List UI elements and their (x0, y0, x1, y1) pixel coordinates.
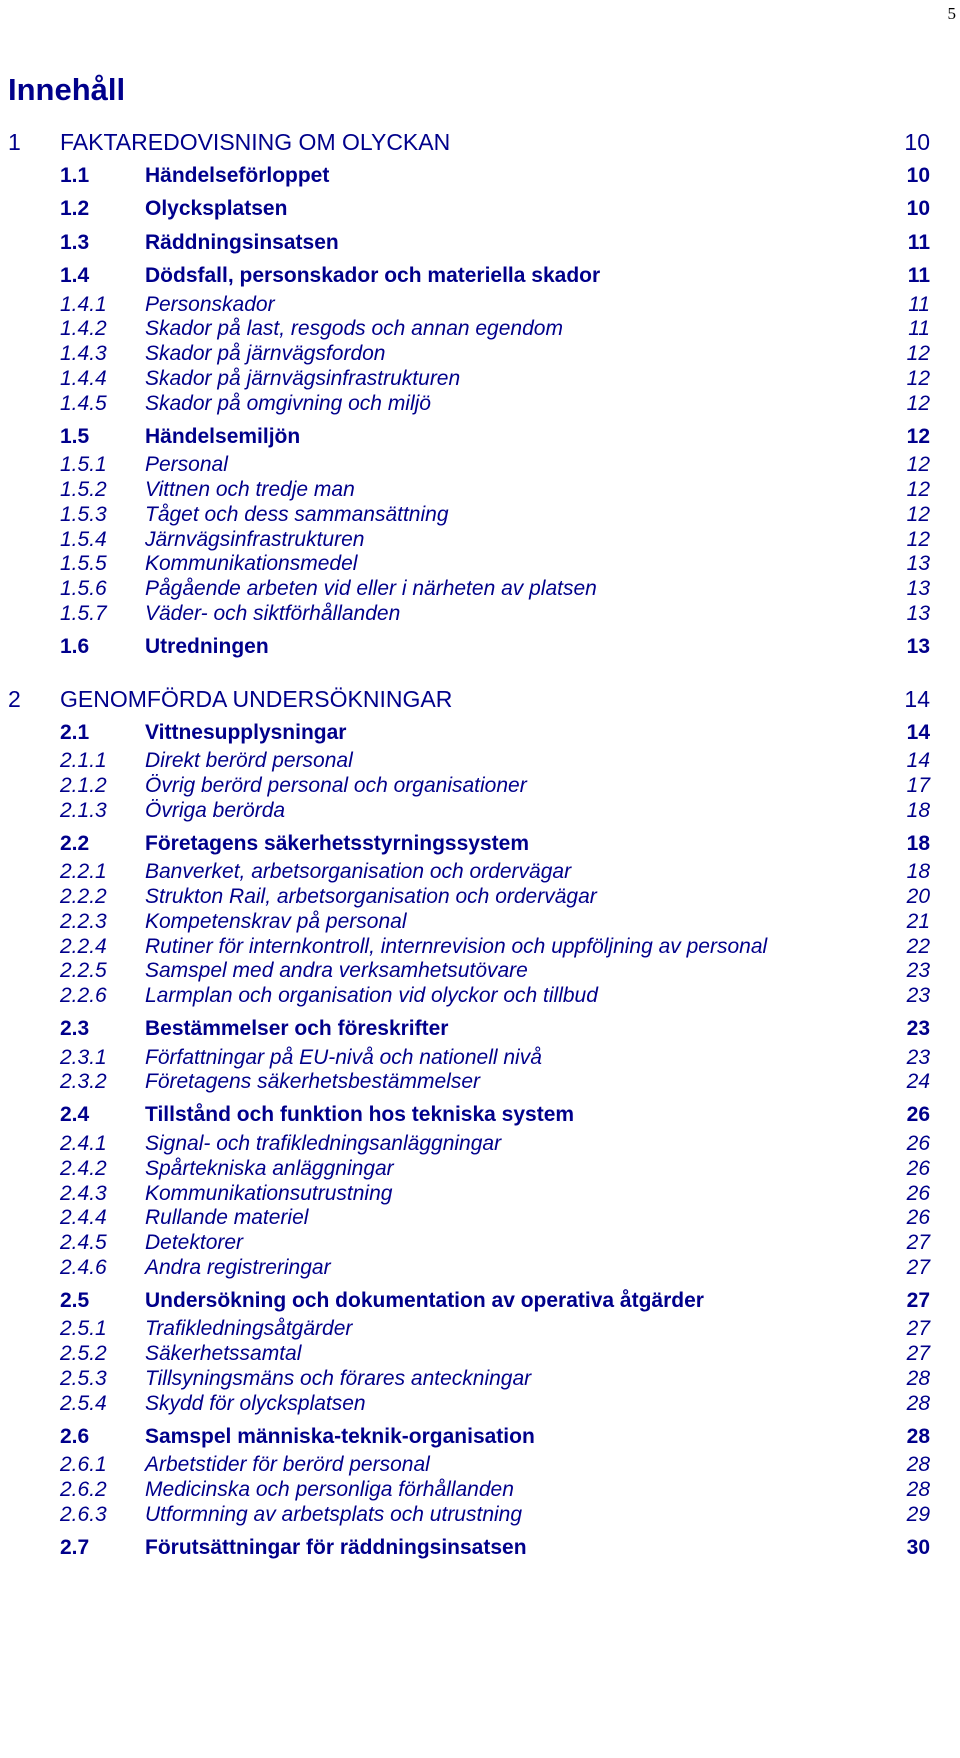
toc-entry-label: Övriga berörda (145, 798, 286, 822)
toc-entry[interactable] (0, 883, 960, 911)
toc-entry-number: 1.4.1 (60, 292, 107, 316)
toc-entry[interactable] (0, 1155, 960, 1183)
toc-entry-page: 28 (906, 1453, 930, 1477)
toc-entry-number: 2.3 (60, 1017, 90, 1041)
toc-entry[interactable] (0, 933, 960, 961)
toc-entry[interactable] (0, 600, 960, 628)
toc-entry-label: Skydd för olycksplatsen (145, 1391, 366, 1415)
toc-entry-label: Undersökning och dokumentation av operativa åtgärder (145, 1288, 704, 1312)
toc-entry[interactable] (0, 162, 960, 190)
toc-entry-label: Järnvägsinfrastrukturen (145, 527, 365, 551)
toc-entry-page: 28 (906, 1391, 930, 1415)
toc-entry-page: 11 (908, 292, 930, 316)
toc-entry-label: Företagens säkerhetsstyrningssystem (145, 831, 529, 855)
toc-entry-page: 10 (906, 197, 930, 220)
toc-entry-page: 27 (906, 1231, 930, 1255)
toc-entry-page: 14 (906, 720, 930, 744)
toc-entry-number: 2.1.3 (60, 798, 107, 822)
toc-entry[interactable] (0, 633, 960, 661)
toc-entry-label: Rutiner för internkontroll, internrevision och uppföljning av personal (145, 934, 768, 958)
toc-entry[interactable] (0, 195, 960, 223)
toc-entry-number: 2.1.1 (60, 749, 107, 772)
toc-entry-number: 2.2.5 (60, 959, 107, 983)
toc-entry-label: Kommunikationsmedel (145, 552, 358, 576)
toc-entry-number: 1.5 (60, 424, 90, 448)
toc-entry-number: 2.2.1 (60, 860, 107, 884)
toc-entry-label: Tåget och dess sammansättning (145, 502, 449, 526)
toc-entry-number: 1.5.1 (60, 453, 107, 477)
toc-entry-number: 2.3.1 (60, 1045, 107, 1069)
toc-entry[interactable] (0, 908, 960, 936)
toc-entry-label: Tillsyningsmäns och förares anteckningar (145, 1367, 532, 1390)
toc-entry-page: 12 (906, 502, 930, 526)
toc-entry-page: 11 (907, 230, 930, 254)
toc-entry-label: Räddningsinsatsen (145, 230, 339, 254)
toc-entry-number: 2.5 (60, 1288, 90, 1312)
toc-entry[interactable] (0, 1180, 960, 1208)
toc-entry-label: Samspel människa-teknik-organisation (145, 1424, 535, 1448)
toc-entry-page: 28 (906, 1367, 930, 1390)
toc-entry-label: Olycksplatsen (145, 197, 288, 220)
toc-entry-page: 11 (907, 264, 930, 287)
toc-entry[interactable] (0, 501, 960, 529)
toc-entry-number: 2.6 (60, 1424, 90, 1448)
toc-entry-page: 23 (906, 1045, 930, 1069)
toc-entry-page: 26 (906, 1206, 930, 1230)
toc-entry-number: 2.3.2 (60, 1070, 107, 1094)
toc-entry[interactable] (0, 1501, 960, 1529)
toc-entry[interactable] (0, 423, 960, 451)
toc-entry-number: 2.5.1 (60, 1317, 107, 1341)
toc-entry-page: 26 (906, 1181, 930, 1205)
toc-entry-label: Skador på järnvägsfordon (145, 342, 386, 366)
toc-entry-number: 2.1.2 (60, 773, 107, 797)
toc-entry[interactable] (0, 772, 960, 800)
toc-entry-number: 1.4.2 (60, 317, 107, 341)
toc-entry[interactable] (0, 1315, 960, 1343)
toc-entry[interactable] (0, 1254, 960, 1282)
toc-entry-label: Bestämmelser och föreskrifter (145, 1017, 449, 1041)
toc-entry-number: 1.4.4 (60, 366, 107, 390)
toc-entry[interactable] (0, 1390, 960, 1418)
toc-entry-page: 10 (904, 129, 930, 155)
toc-entry[interactable] (0, 262, 960, 290)
toc-entry-page: 28 (906, 1478, 930, 1502)
toc-entry-label: Skador på järnvägsinfrastrukturen (145, 366, 461, 390)
toc-entry-number: 2.5.3 (60, 1367, 107, 1390)
toc-entry-page: 18 (906, 860, 930, 884)
toc-entry-label: Detektorer (145, 1231, 244, 1255)
toc-entry[interactable] (0, 340, 960, 368)
toc-entry[interactable] (0, 476, 960, 504)
toc-entry-number: 1.4.5 (60, 391, 107, 415)
toc-entry-label: Tillstånd och funktion hos tekniska system (145, 1103, 575, 1127)
toc-entry[interactable] (0, 797, 960, 825)
toc-entry-label: Pågående arbeten vid eller i närheten av platsen (145, 577, 597, 601)
toc-entry-number: 1.5.6 (60, 577, 107, 601)
toc-entry-label: Personskador (145, 292, 275, 316)
toc-entry-number: 2.4.3 (60, 1181, 107, 1205)
toc-entry-page: 20 (906, 884, 930, 908)
toc-entry-page: 26 (906, 1131, 930, 1155)
toc-entry[interactable] (0, 1015, 960, 1043)
toc-title: Innehåll (8, 72, 126, 107)
toc-entry-label: Författningar på EU-nivå och nationell nivå (145, 1045, 542, 1069)
toc-entry-label: Säkerhetssamtal (145, 1342, 302, 1366)
toc-entry-label: Händelsemiljön (145, 424, 301, 448)
toc-entry-label: Personal (145, 453, 228, 477)
toc-entry-page: 27 (906, 1255, 930, 1279)
toc-entry-label: Vittnesupplysningar (145, 720, 347, 744)
toc-entry-number: 2.2 (60, 831, 90, 855)
toc-entry-label: Händelseförloppet (145, 163, 330, 187)
toc-entry[interactable] (0, 1451, 960, 1479)
toc-entry[interactable] (0, 128, 960, 156)
toc-entry-label: Företagens säkerhetsbestämmelser (145, 1070, 480, 1094)
toc-entry-page: 24 (906, 1070, 930, 1094)
toc-entry-page: 12 (906, 391, 930, 415)
toc-entry-number: 2.2.6 (60, 984, 107, 1008)
toc-entry-label: Medicinska och personliga förhållanden (145, 1478, 514, 1502)
toc-entry-page: 23 (906, 984, 930, 1008)
toc-entry-page: 12 (906, 366, 930, 390)
toc-entry-number: 1.1 (60, 163, 90, 187)
toc-entry[interactable] (0, 1204, 960, 1232)
toc-entry[interactable] (0, 575, 960, 603)
toc-entry[interactable] (0, 550, 960, 578)
toc-entry-label: FAKTAREDOVISNING OM OLYCKAN (60, 129, 451, 155)
toc-entry[interactable] (0, 365, 960, 393)
toc-entry[interactable] (0, 390, 960, 418)
toc-entry-label: Rullande materiel (145, 1206, 309, 1230)
toc-entry-number: 2 (8, 686, 21, 712)
toc-entry-number: 1.2 (60, 197, 90, 220)
toc-entry-page: 27 (906, 1342, 930, 1366)
toc-entry[interactable] (0, 830, 960, 858)
toc-entry-number: 1.3 (60, 230, 90, 254)
toc-entry-page: 17 (906, 773, 930, 797)
toc-entry-number: 2.7 (60, 1535, 90, 1559)
toc-entry-label: Samspel med andra verksamhetsutövare (145, 959, 528, 983)
toc-entry-label: Dödsfall, personskador och materiella skador (145, 264, 601, 287)
toc-entry-number: 2.2.4 (60, 934, 107, 958)
toc-entry-number: 2.4.2 (60, 1156, 107, 1180)
toc-entry-number: 1.5.2 (60, 478, 107, 501)
toc-entry[interactable] (0, 1340, 960, 1368)
toc-entry-label: Utformning av arbetsplats och utrustning (145, 1502, 523, 1526)
toc-entry[interactable] (0, 1101, 960, 1129)
toc-entry[interactable] (0, 451, 960, 479)
toc-entry[interactable] (0, 1534, 960, 1562)
toc-entry-number: 2.4.6 (60, 1255, 107, 1279)
toc-entry-number: 1.5.7 (60, 602, 107, 625)
toc-entry-label: Skador på last, resgods och annan egendom (145, 317, 563, 341)
toc-entry[interactable] (0, 957, 960, 985)
toc-entry-page: 27 (906, 1288, 930, 1312)
toc-entry-label: Utredningen (145, 635, 269, 658)
toc-entry-page: 13 (906, 602, 930, 625)
toc-entry-number: 2.6.2 (60, 1478, 107, 1502)
toc-entry[interactable] (0, 1130, 960, 1158)
toc-entry-page: 12 (906, 424, 930, 448)
toc-entry-label: Kommunikationsutrustning (145, 1181, 393, 1205)
toc-entry-page: 14 (906, 749, 930, 772)
toc-entry[interactable] (0, 685, 960, 713)
toc-entry[interactable] (0, 1068, 960, 1096)
toc-entry-label: Övrig berörd personal och organisationer (145, 773, 527, 797)
toc-entry-number: 2.6.1 (60, 1453, 107, 1477)
toc-entry-number: 2.1 (60, 720, 90, 744)
toc-entry-page: 10 (906, 163, 930, 187)
toc-entry-page: 11 (908, 317, 930, 341)
toc-entry-number: 1.5.4 (60, 527, 107, 551)
toc-entry-label: Spårtekniska anläggningar (145, 1156, 394, 1180)
toc-entry[interactable] (0, 1229, 960, 1257)
toc-entry-page: 18 (906, 798, 930, 822)
toc-entry-page: 27 (906, 1317, 930, 1341)
toc-entry-page: 28 (906, 1424, 930, 1448)
toc-entry-page: 29 (906, 1502, 930, 1526)
toc-entry-page: 18 (906, 831, 930, 855)
toc-entry-page: 26 (906, 1156, 930, 1180)
toc-entry-page: 12 (906, 342, 930, 366)
toc-entry-label: Trafikledningsåtgärder (145, 1317, 353, 1341)
toc-entry[interactable] (0, 1287, 960, 1315)
toc-entry-page: 21 (906, 909, 930, 933)
toc-entry[interactable] (0, 229, 960, 257)
toc-entry-page: 26 (906, 1103, 930, 1127)
toc-entry-page: 12 (906, 478, 930, 501)
toc-entry[interactable] (0, 1476, 960, 1504)
toc-entry-label: Direkt berörd personal (145, 749, 353, 772)
toc-entry[interactable] (0, 1365, 960, 1393)
toc-entry-number: 2.5.4 (60, 1391, 107, 1415)
toc-entry-label: Arbetstider för berörd personal (145, 1453, 430, 1477)
toc-entry-page: 14 (904, 686, 930, 712)
toc-entry-number: 2.2.3 (60, 909, 107, 933)
toc-entry-label: Andra registreringar (145, 1255, 331, 1279)
toc-entry-number: 1.6 (60, 635, 90, 658)
toc-entry[interactable] (0, 291, 960, 319)
toc-entry-label: Kompetenskrav på personal (145, 909, 407, 933)
toc-entry-number: 2.4.4 (60, 1206, 107, 1230)
toc-entry-page: 23 (906, 959, 930, 983)
toc-entry-number: 2.4.1 (60, 1131, 107, 1155)
toc-entry[interactable] (0, 747, 960, 775)
toc-entry-number: 1.4.3 (60, 342, 107, 366)
toc-entry-number: 1.5.3 (60, 502, 107, 526)
toc-entry-page: 12 (906, 527, 930, 551)
toc-entry-label: Larmplan och organisation vid olyckor och tillbud (145, 984, 598, 1008)
toc-entry-page: 13 (906, 635, 930, 658)
toc-entry-label: Strukton Rail, arbetsorganisation och ordervägar (145, 884, 597, 908)
toc-entry-label: Signal- och trafikledningsanläggningar (145, 1131, 502, 1155)
toc-entry-page: 23 (906, 1017, 930, 1041)
page-number: 5 (947, 4, 956, 23)
toc-entry-page: 13 (906, 552, 930, 576)
toc-entry-label: Väder- och siktförhållanden (145, 602, 401, 625)
toc-entry-number: 1.5.5 (60, 552, 107, 576)
toc-entry-label: GENOMFÖRDA UNDERSÖKNINGAR (60, 686, 453, 712)
toc-entry-label: Banverket, arbetsorganisation och ordervägar (145, 860, 572, 884)
toc-entry-number: 2.6.3 (60, 1502, 107, 1526)
toc-entry[interactable] (0, 315, 960, 343)
toc-entry[interactable] (0, 1044, 960, 1072)
toc-entry-number: 1 (8, 129, 21, 155)
toc-entry-page: 30 (906, 1535, 930, 1559)
toc-entry-number: 2.4 (60, 1103, 90, 1127)
toc-entry-label: Förutsättningar för räddningsinsatsen (145, 1535, 527, 1559)
toc-entry-page: 22 (906, 934, 930, 958)
toc-entry-number: 2.5.2 (60, 1342, 107, 1366)
toc-entry[interactable] (0, 526, 960, 554)
toc-entry-label: Vittnen och tredje man (145, 478, 355, 501)
toc-entry[interactable] (0, 982, 960, 1010)
toc-entry[interactable] (0, 858, 960, 886)
toc-entry-number: 2.2.2 (60, 884, 107, 908)
toc-entry-number: 2.4.5 (60, 1231, 107, 1255)
toc-entry[interactable] (0, 1423, 960, 1451)
toc-entry-page: 13 (906, 577, 930, 601)
toc-entry[interactable] (0, 719, 960, 747)
toc-entry-number: 1.4 (60, 264, 90, 287)
toc-entry-page: 12 (906, 453, 930, 477)
toc-entry-label: Skador på omgivning och miljö (145, 391, 431, 415)
